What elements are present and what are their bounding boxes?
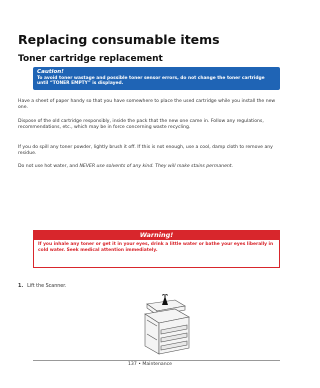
warning-text: If you inhale any toner or get it in your eyes, drink a little water or bathe your eyes liberally in cold water. Seek medical attention immediately.	[38, 242, 274, 253]
warning-box	[33, 230, 280, 268]
paragraph-dispose: Dispose of the old cartridge responsibly, inside the pack that the new one came in. Follow any regulations, recommendations, etc., which may be in force concerning waste recycling.	[18, 119, 264, 131]
step-number: 1.	[18, 284, 24, 289]
caution-text: To avoid toner wastage and possible toner sensor errors, do not change the toner cartridge until “TONER EMPTY” is displayed.	[37, 75, 265, 86]
warning-title: Warning!	[34, 231, 279, 240]
water-note-normal: Do not use hot water, and	[18, 164, 80, 169]
water-note-italic: NEVER use solvents of any kind. They will make stains permanent.	[79, 164, 234, 169]
scanner-illustration	[135, 294, 197, 356]
page-title: Replacing consumable items	[18, 32, 220, 47]
caution-box	[33, 67, 280, 90]
footer-rule	[33, 360, 280, 361]
paragraph-spill: If you do spill any toner powder, lightly brush it off. If this is not enough, use a cool, damp cloth to remove any residue.	[18, 145, 273, 157]
paragraph-water	[18, 164, 280, 170]
page-footer: 137 • Maintenance	[128, 362, 172, 367]
section-heading: Toner cartridge replacement	[18, 54, 163, 64]
step-text: Lift the Scanner.	[27, 284, 67, 289]
caution-title: Caution!	[37, 69, 64, 75]
paragraph-paper: Have a sheet of paper handy so that you have somewhere to place the used cartridge while you install the new one.	[18, 99, 276, 111]
step-1	[18, 284, 66, 289]
